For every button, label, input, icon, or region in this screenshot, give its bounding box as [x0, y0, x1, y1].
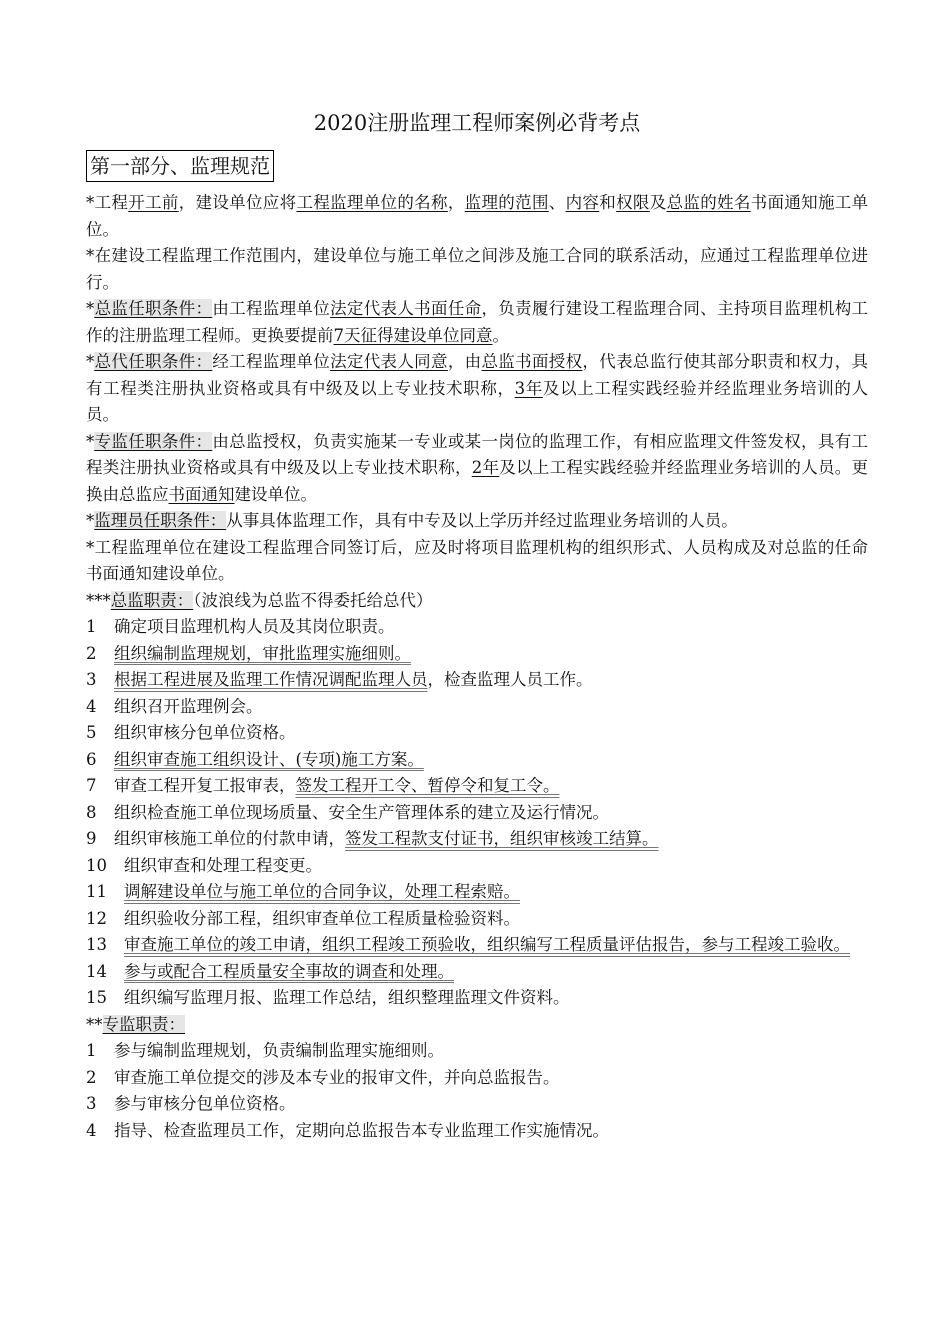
text: ** — [86, 1014, 103, 1034]
item-text: 组织召开监理例会。 — [114, 696, 263, 716]
item-text: 参与编制监理规划，负责编制监理实施细则。 — [114, 1041, 444, 1060]
text: 从事具体监理工作，具有中专及以上学历并经过监理业务培训的人员。 — [226, 511, 738, 530]
paragraph-5 — [86, 429, 868, 509]
text: 经工程监理单位 — [212, 352, 331, 371]
label: 总监职责： — [110, 590, 194, 610]
paragraph-6 — [86, 508, 868, 535]
item-number: 6 — [86, 749, 97, 769]
item-text: 审查施工单位提交的涉及本专业的报审文件，并向总监报告。 — [114, 1067, 560, 1087]
zhuanjian-heading — [86, 1012, 868, 1039]
text: 及 — [649, 193, 667, 212]
text: 3年 — [514, 378, 543, 398]
list-item — [86, 1118, 868, 1145]
text: * — [86, 352, 95, 371]
item-text: 组织验收分部工程，组织审查单位工程质量检验资料。 — [124, 908, 520, 928]
list-item — [86, 1065, 868, 1092]
paragraph-1 — [86, 190, 868, 243]
text: 权限 — [616, 193, 650, 212]
item-text-wavy: 签发工程款支付证书，组织审核竣工结算。 — [345, 829, 659, 848]
item-number: 10 — [86, 855, 107, 875]
paragraph-7: *工程监理单位在建设工程监理合同签订后，应及时将项目监理机构的组织形式、人员构成及对总监的任命书面通知建设单位。 — [86, 537, 868, 583]
item-text: 确定项目监理机构人员及其岗位职责。 — [114, 617, 395, 636]
label: 总监任职条件： — [94, 299, 213, 318]
item-text: 组织编写监理月报、监理工作总结，组织整理监理文件资料。 — [124, 988, 570, 1007]
text: 总监的姓名 — [666, 193, 751, 212]
text: 及以上工程实践经验并经监理业务培训的人员。 — [86, 378, 869, 424]
item-text-wavy: 调解建设单位与施工单位的合同争议，处理工程索赔。 — [124, 882, 520, 901]
list-item — [86, 747, 868, 774]
item-number: 8 — [86, 802, 97, 822]
zhuanjian-list — [86, 1038, 868, 1144]
list-item — [86, 879, 868, 906]
item-text-wavy: 签发工程开工令、暂停令和复工令。 — [295, 776, 560, 795]
item-text: ，检查监理人员工作。 — [427, 670, 593, 689]
item-text-wavy: 根据工程进展及监理工作情况调配监理人员 — [114, 670, 428, 689]
text: 由总监授权，负责实施某一专业或某一岗位的监理工作，有相应监理文件签发权，具有工程类注册执业资格或具有中级及以上专业技术职称， — [86, 431, 869, 477]
item-number: 13 — [86, 935, 107, 954]
text: 2年 — [471, 458, 500, 477]
item-number: 2 — [86, 1067, 97, 1087]
text: 书面通知 — [168, 484, 235, 504]
text: *工程 — [86, 193, 129, 212]
item-text: 指导、检查监理员工作，定期向总监报告本专业监理工作实施情况。 — [114, 1120, 609, 1140]
item-number: 3 — [86, 1094, 97, 1113]
text: 、 — [548, 193, 566, 212]
item-number: 1 — [86, 617, 97, 636]
text: 法定代表人同意 — [330, 352, 448, 371]
item-number: 2 — [86, 643, 97, 663]
section-heading: 第一部分、监理规范 — [86, 150, 274, 182]
item-text: 参与审核分包单位资格。 — [114, 1094, 296, 1113]
item-text: 组织审核施工单位的付款申请， — [114, 829, 345, 848]
text: 总监书面授权 — [481, 352, 583, 371]
item-text-wavy: 组织编制监理规划，审批监理实施细则。 — [114, 643, 411, 663]
paragraph-4 — [86, 349, 868, 429]
label: 监理员任职条件： — [94, 511, 227, 530]
text: 内容 — [565, 193, 600, 212]
item-number: 15 — [86, 988, 107, 1007]
note: （波浪线为总监不得委托给总代） — [193, 590, 433, 610]
item-text: 审查工程开复工报审表， — [114, 776, 296, 795]
list-item — [86, 906, 868, 933]
text: 7天征得建设单位同意 — [333, 325, 493, 345]
list-item — [86, 773, 868, 800]
list-item — [86, 720, 868, 747]
item-number: 12 — [86, 908, 107, 928]
text: ，由 — [447, 352, 482, 371]
text: * — [86, 299, 95, 318]
list-item — [86, 853, 868, 880]
item-number: 1 — [86, 1041, 97, 1060]
text: ，负责履行建设工程监理合同、主持项目监理机构工作的注册监理工程师。更换要提前 — [86, 299, 869, 345]
item-text: 组织审查和处理工程变更。 — [124, 855, 322, 875]
item-number: 14 — [86, 961, 107, 981]
text: 由工程监理单位 — [212, 299, 331, 318]
item-number: 4 — [86, 696, 97, 716]
text: *** — [86, 590, 111, 610]
text: 。 — [492, 325, 509, 345]
list-item — [86, 614, 868, 641]
item-number: 4 — [86, 1120, 97, 1140]
item-number: 7 — [86, 776, 97, 795]
item-number: 3 — [86, 670, 97, 689]
label: 专监职责： — [102, 1014, 185, 1034]
text: 及以上工程实践经验并经监理业务培训的人员。更换由总监应 — [86, 458, 869, 504]
item-text-wavy: 参与或配合工程质量安全事故的调查和处理。 — [124, 961, 454, 981]
text: * — [86, 431, 95, 451]
list-item — [86, 932, 868, 959]
item-text: 组织检查施工单位现场质量、安全生产管理体系的建立及运行情况。 — [114, 802, 609, 822]
list-item — [86, 1038, 868, 1065]
paragraph-3 — [86, 296, 868, 349]
list-item — [86, 826, 868, 853]
list-item — [86, 800, 868, 827]
zongjian-heading — [86, 588, 868, 615]
text: * — [86, 511, 95, 530]
text: ，建设单位应将 — [178, 193, 297, 212]
item-text-wavy: 组织审查施工组织设计、(专项)施工方案。 — [114, 749, 424, 769]
document-title: 2020注册监理工程师案例必背考点 — [313, 111, 641, 135]
text: 法定代表人书面任命 — [330, 299, 482, 318]
label: 总代任职条件： — [94, 352, 213, 371]
item-number: 5 — [86, 723, 97, 742]
list-item — [86, 667, 868, 694]
item-text-wavy: 审查施工单位的竣工申请，组织工程竣工预验收，组织编写工程质量评估报告，参与工程竣工验收。 — [124, 935, 850, 954]
paragraph-2: *在建设工程监理工作范围内，建设单位与施工单位之间涉及施工合同的联系活动，应通过工程监理单位进行。 — [86, 246, 868, 292]
list-item — [86, 1091, 868, 1118]
text: 工程监理单位的名称 — [296, 193, 448, 212]
item-text: 组织审核分包单位资格。 — [114, 723, 296, 742]
document-page — [86, 108, 868, 1144]
item-number: 11 — [86, 882, 107, 901]
text: ， — [447, 193, 465, 212]
list-item — [86, 641, 868, 668]
item-number: 9 — [86, 829, 97, 848]
text: 和 — [599, 193, 617, 212]
list-item — [86, 985, 868, 1012]
text: 监理的范围 — [464, 193, 549, 212]
zongjian-list — [86, 614, 868, 1012]
text: 建设单位。 — [234, 484, 317, 504]
text: 书面通知施工单位。 — [86, 193, 869, 239]
text: ，代表总监行使其部分职责和权力，具有工程类注册执业资格或具有中级及以上专业技术职称， — [86, 352, 869, 398]
list-item — [86, 959, 868, 986]
text: 开工前 — [128, 193, 179, 212]
list-item — [86, 694, 868, 721]
label: 专监任职条件： — [94, 431, 213, 451]
